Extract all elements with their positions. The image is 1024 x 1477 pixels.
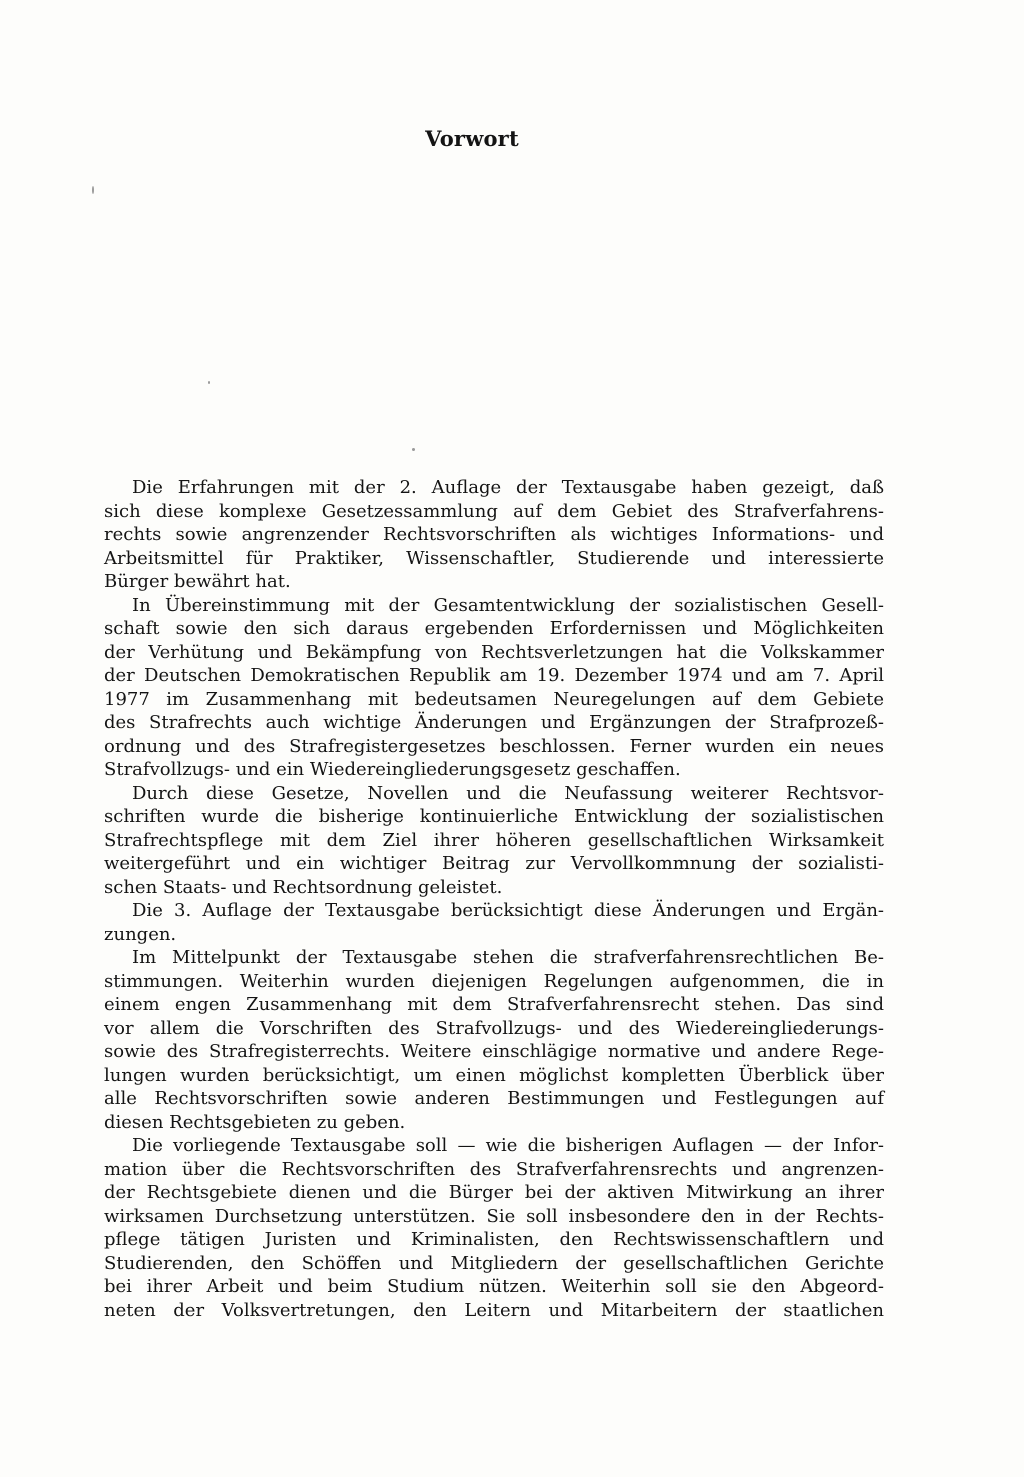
text-line: zungen. <box>104 923 177 945</box>
text-line: In Übereinstimmung mit der Gesamtentwicklung der sozialistischen Gesell- <box>132 594 884 616</box>
text-line: sowie des Strafregisterrechts. Weitere einschlägige normative und andere Rege- <box>104 1041 884 1062</box>
paragraph-6 <box>104 1134 884 1322</box>
text-line: bei ihrer Arbeit und beim Studium nützen. Weiterhin soll sie den Abgeord- <box>104 1276 884 1297</box>
text-line: Arbeitsmittel für Praktiker, Wissenschaftler, Studierende und interessierte <box>104 547 884 569</box>
text-line: einem engen Zusammenhang mit dem Strafverfahrensrecht stehen. Das sind <box>104 994 884 1015</box>
scan-speck <box>208 381 210 384</box>
text-line: stimmungen. Weiterhin wurden diejenigen Regelungen aufgenommen, die in <box>104 970 884 992</box>
text-line: Die Erfahrungen mit der 2. Auflage der Textausgabe haben gezeigt, daß <box>132 477 884 498</box>
text-line: der Verhütung und Bekämpfung von Rechtsverletzungen hat die Volkskammer <box>104 641 884 663</box>
text-line: neten der Volksvertretungen, den Leitern und Mitarbeitern der staatlichen <box>104 1299 884 1321</box>
text-line: diesen Rechtsgebieten zu geben. <box>104 1111 406 1133</box>
text-line: Im Mittelpunkt der Textausgabe stehen die strafverfahrensrechtlichen Be- <box>132 947 884 968</box>
paragraph-2 <box>104 594 884 782</box>
text-line: des Strafrechts auch wichtige Änderungen und Ergänzungen der Strafprozeß- <box>104 712 884 733</box>
text-line: 1977 im Zusammenhang mit bedeutsamen Neuregelungen auf dem Gebiete <box>104 688 884 710</box>
paragraph-1 <box>104 476 884 594</box>
paragraph-4 <box>104 899 884 946</box>
text-line: sich diese komplexe Gesetzessammlung auf dem Gebiet des Strafverfahrens- <box>104 500 884 522</box>
text-line: pflege tätigen Juristen und Kriminalisten, den Rechtswissenschaftlern und <box>104 1229 884 1250</box>
scan-speck <box>412 448 415 451</box>
text-line: mation über die Rechtsvorschriften des Strafverfahrensrechts und angrenzen- <box>104 1158 884 1180</box>
text-line: Studierenden, den Schöffen und Mitgliedern der gesellschaftlichen Gerichte <box>104 1252 884 1274</box>
text-line: wirksamen Durchsetzung unterstützen. Sie soll insbesondere den in der Rechts- <box>104 1205 884 1227</box>
text-line: lungen wurden berücksichtigt, um einen möglichst kompletten Überblick über <box>104 1064 884 1086</box>
paragraph-3 <box>104 782 884 900</box>
text-line: schen Staats- und Rechtsordnung geleistet. <box>104 876 503 898</box>
page-title: Vorwort <box>425 126 519 151</box>
text-line: Strafrechtspflege mit dem Ziel ihrer höheren gesellschaftlichen Wirksamkeit <box>104 829 884 851</box>
body-text <box>104 476 884 1322</box>
scan-speck <box>92 186 94 194</box>
text-line: weitergeführt und ein wichtiger Beitrag zur Vervollkommnung der sozialisti- <box>104 853 884 874</box>
text-line: der Deutschen Demokratischen Republik am 19. Dezember 1974 und am 7. April <box>104 665 884 686</box>
text-line: ordnung und des Strafregistergesetzes beschlossen. Ferner wurden ein neues <box>104 735 884 757</box>
text-line: schriften wurde die bisherige kontinuierliche Entwicklung der sozialistischen <box>104 806 884 827</box>
text-line: vor allem die Vorschriften des Strafvollzugs- und des Wiedereingliederungs- <box>104 1017 884 1039</box>
text-line: schaft sowie den sich daraus ergebenden Erfordernissen und Möglichkeiten <box>104 618 884 639</box>
text-line: Durch diese Gesetze, Novellen und die Neufassung weiterer Rechtsvor- <box>132 782 884 804</box>
text-line: rechts sowie angrenzender Rechtsvorschriften als wichtiges Informations- und <box>104 524 884 545</box>
paragraph-5 <box>104 946 884 1134</box>
text-line: der Rechtsgebiete dienen und die Bürger bei der aktiven Mitwirkung an ihrer <box>104 1182 884 1203</box>
text-line: Bürger bewährt hat. <box>104 571 291 592</box>
text-line: Die vorliegende Textausgabe soll — wie die bisherigen Auflagen — der Infor- <box>132 1135 884 1156</box>
text-line: Strafvollzugs- und ein Wiedereingliederungsgesetz geschaffen. <box>104 759 681 780</box>
text-line: alle Rechtsvorschriften sowie anderen Bestimmungen und Festlegungen auf <box>104 1088 884 1109</box>
text-line: Die 3. Auflage der Textausgabe berücksichtigt diese Änderungen und Ergän- <box>132 900 884 921</box>
